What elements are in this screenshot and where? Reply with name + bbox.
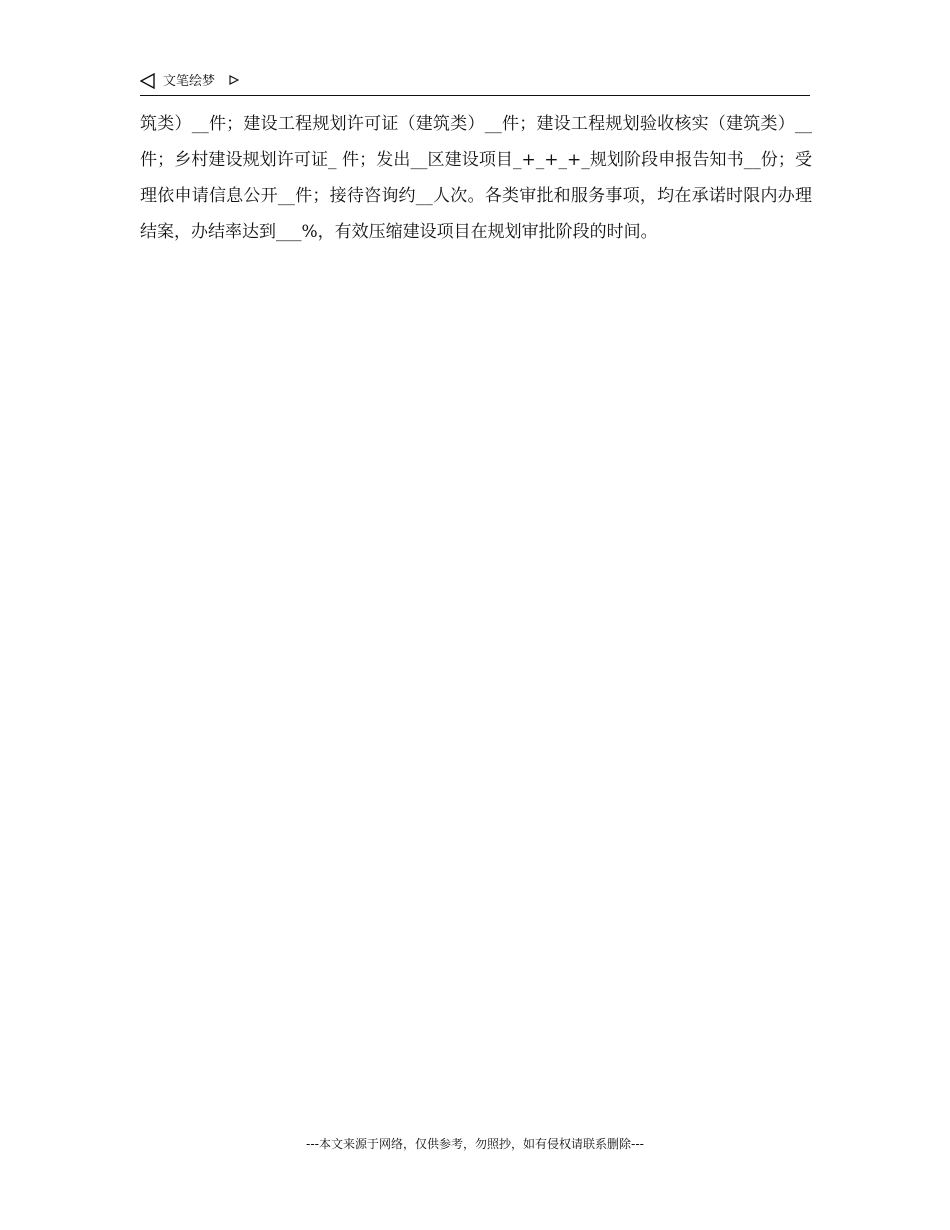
header-title: 文笔绘梦 — [163, 74, 216, 89]
triangle-left-icon — [140, 73, 156, 89]
page-header — [140, 70, 810, 96]
body-paragraph: 筑类）__件；建设工程规划许可证（建筑类）__件；建设工程规划验收核实（建筑类）__件；乡村建设规划许可证_ 件；发出__区建设项目_+_+_+_规划阶段申报告知书__份；受理依申请信息公开__件；接待咨询约__人次。各类审批和服务事项，均在承诺时限内办理结案，办结率达到___%，有效压缩建设项目在规划审批阶段的时间。 — [140, 114, 812, 242]
triangle-right-icon — [229, 75, 239, 85]
footer-disclaimer: ---本文来源于网络，仅供参考，勿照抄，如有侵权请联系删除--- — [306, 1137, 644, 1151]
